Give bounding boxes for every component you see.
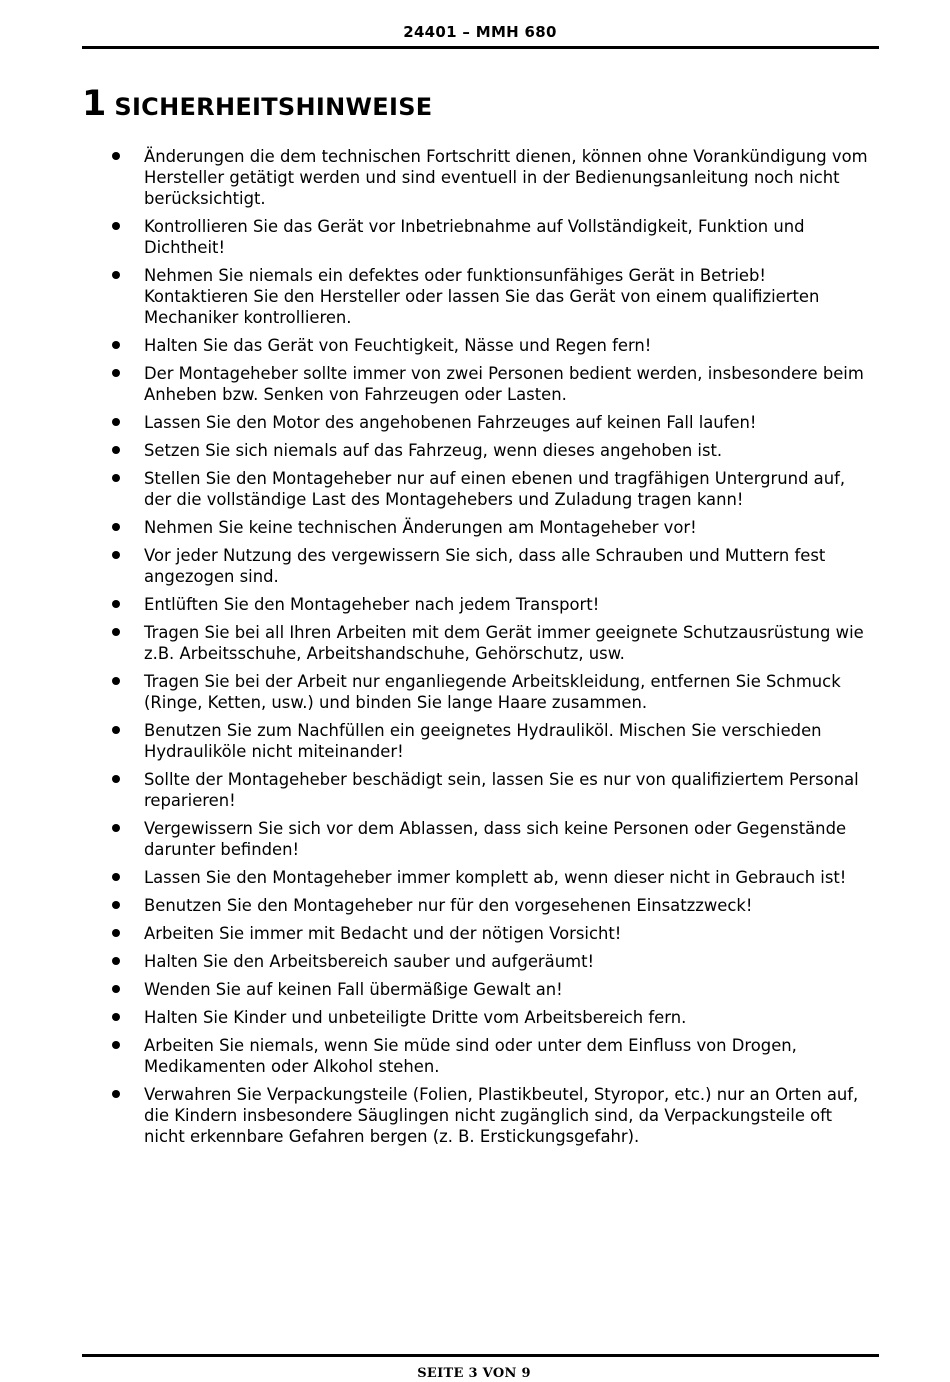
bullet-icon bbox=[112, 957, 120, 965]
list-item bbox=[110, 769, 870, 811]
bullet-icon bbox=[112, 824, 120, 832]
list-item-text: Lassen Sie den Montageheber immer komplett ab, wenn dieser nicht in Gebrauch ist! bbox=[144, 868, 847, 887]
safety-instructions-list bbox=[110, 146, 870, 1154]
list-item bbox=[110, 440, 870, 461]
list-item-text: Vergewissern Sie sich vor dem Ablassen, dass sich keine Personen oder Gegenstände darunter befinden! bbox=[144, 819, 847, 859]
list-item-text: Der Montageheber sollte immer von zwei Personen bedient werden, insbesondere beim Anheben bzw. Senken von Fahrzeugen oder Lasten. bbox=[144, 364, 864, 404]
list-item bbox=[110, 951, 870, 972]
bullet-icon bbox=[112, 901, 120, 909]
list-item-text: Setzen Sie sich niemals auf das Fahrzeug, wenn dieses angehoben ist. bbox=[144, 441, 723, 460]
bullet-icon bbox=[112, 726, 120, 734]
list-item-text: Verwahren Sie Verpackungsteile (Folien, Plastikbeutel, Styropor, etc.) nur an Orten auf, die Kindern insbesondere Säuglingen nicht zugänglich sind, da Verpackungsteile oft nicht erkennbare Gefahren bergen (z. B. Erstickungsgefahr). bbox=[144, 1085, 859, 1146]
section-title: SICHERHEITSHINWEISE bbox=[114, 93, 433, 121]
list-item bbox=[110, 594, 870, 615]
bullet-icon bbox=[112, 446, 120, 454]
bullet-icon bbox=[112, 1041, 120, 1049]
bullet-icon bbox=[112, 1090, 120, 1098]
list-item bbox=[110, 1084, 870, 1147]
list-item bbox=[110, 1035, 870, 1077]
list-item-text: Tragen Sie bei der Arbeit nur enganliegende Arbeitskleidung, entfernen Sie Schmuck (Ringe, Ketten, usw.) und binden Sie lange Haare zusammen. bbox=[144, 672, 841, 712]
list-item-text: Benutzen Sie zum Nachfüllen ein geeignetes Hydrauliköl. Mischen Sie verschieden Hydrauliköle nicht miteinander! bbox=[144, 721, 822, 761]
list-item bbox=[110, 979, 870, 1000]
bullet-icon bbox=[112, 873, 120, 881]
bullet-icon bbox=[112, 929, 120, 937]
list-item bbox=[110, 412, 870, 433]
list-item-text: Änderungen die dem technischen Fortschritt dienen, können ohne Vorankündigung vom Hersteller getätigt werden und sind eventuell in der Bedienungsanleitung noch nicht berücksichtigt. bbox=[144, 147, 868, 208]
bullet-icon bbox=[112, 551, 120, 559]
page-number-footer: SEITE 3 VON 9 bbox=[417, 1366, 531, 1381]
list-item bbox=[110, 923, 870, 944]
list-item-text: Sollte der Montageheber beschädigt sein, lassen Sie es nur von qualifiziertem Personal reparieren! bbox=[144, 770, 859, 810]
list-item bbox=[110, 146, 870, 209]
bullet-icon bbox=[112, 985, 120, 993]
section-heading bbox=[82, 84, 433, 124]
list-item bbox=[110, 1007, 870, 1028]
list-item-text: Vor jeder Nutzung des vergewissern Sie sich, dass alle Schrauben und Muttern fest angezogen sind. bbox=[144, 546, 826, 586]
document-header-title: 24401 – MMH 680 bbox=[403, 23, 557, 41]
list-item-text: Lassen Sie den Motor des angehobenen Fahrzeuges auf keinen Fall laufen! bbox=[144, 413, 757, 432]
bullet-icon bbox=[112, 271, 120, 279]
bullet-icon bbox=[112, 418, 120, 426]
list-item bbox=[110, 867, 870, 888]
list-item-text: Halten Sie das Gerät von Feuchtigkeit, Nässe und Regen fern! bbox=[144, 336, 652, 355]
list-item-text: Halten Sie den Arbeitsbereich sauber und aufgeräumt! bbox=[144, 952, 595, 971]
list-item-text: Arbeiten Sie niemals, wenn Sie müde sind oder unter dem Einfluss von Drogen, Medikamenten oder Alkohol stehen. bbox=[144, 1036, 797, 1076]
list-item bbox=[110, 622, 870, 664]
bullet-icon bbox=[112, 1013, 120, 1021]
bullet-icon bbox=[112, 775, 120, 783]
list-item bbox=[110, 517, 870, 538]
bullet-icon bbox=[112, 677, 120, 685]
list-item-text: Kontrollieren Sie das Gerät vor Inbetriebnahme auf Vollständigkeit, Funktion und Dichtheit! bbox=[144, 217, 805, 257]
list-item-text: Nehmen Sie keine technischen Änderungen am Montageheber vor! bbox=[144, 518, 697, 537]
list-item-text: Nehmen Sie niemals ein defektes oder funktionsunfähiges Gerät in Betrieb! Kontaktieren Sie den Hersteller oder lassen Sie das Gerät von einem qualifizierten Mechaniker kontrollieren. bbox=[144, 266, 820, 327]
list-item-text: Tragen Sie bei all Ihren Arbeiten mit dem Gerät immer geeignete Schutzausrüstung wie z.B. Arbeitsschuhe, Arbeitshandschuhe, Gehörschutz, usw. bbox=[144, 623, 864, 663]
list-item-text: Benutzen Sie den Montageheber nur für den vorgesehenen Einsatzzweck! bbox=[144, 896, 753, 915]
list-item bbox=[110, 265, 870, 328]
footer-rule bbox=[82, 1354, 879, 1357]
list-item-text: Entlüften Sie den Montageheber nach jedem Transport! bbox=[144, 595, 600, 614]
list-item bbox=[110, 671, 870, 713]
header-rule bbox=[82, 46, 879, 49]
list-item bbox=[110, 335, 870, 356]
list-item bbox=[110, 818, 870, 860]
bullet-icon bbox=[112, 222, 120, 230]
bullet-icon bbox=[112, 341, 120, 349]
section-number: 1 bbox=[82, 84, 107, 124]
bullet-icon bbox=[112, 369, 120, 377]
list-item bbox=[110, 720, 870, 762]
bullet-icon bbox=[112, 523, 120, 531]
bullet-icon bbox=[112, 600, 120, 608]
list-item-text: Halten Sie Kinder und unbeteiligte Dritte vom Arbeitsbereich fern. bbox=[144, 1008, 687, 1027]
list-item-text: Stellen Sie den Montageheber nur auf einen ebenen und tragfähigen Untergrund auf, der die vollständige Last des Montagehebers und Zuladung tragen kann! bbox=[144, 469, 846, 509]
list-item bbox=[110, 895, 870, 916]
list-item bbox=[110, 363, 870, 405]
list-item bbox=[110, 216, 870, 258]
bullet-icon bbox=[112, 628, 120, 636]
bullet-icon bbox=[112, 152, 120, 160]
list-item bbox=[110, 545, 870, 587]
list-item-text: Wenden Sie auf keinen Fall übermäßige Gewalt an! bbox=[144, 980, 563, 999]
bullet-icon bbox=[112, 474, 120, 482]
list-item bbox=[110, 468, 870, 510]
list-item-text: Arbeiten Sie immer mit Bedacht und der nötigen Vorsicht! bbox=[144, 924, 622, 943]
